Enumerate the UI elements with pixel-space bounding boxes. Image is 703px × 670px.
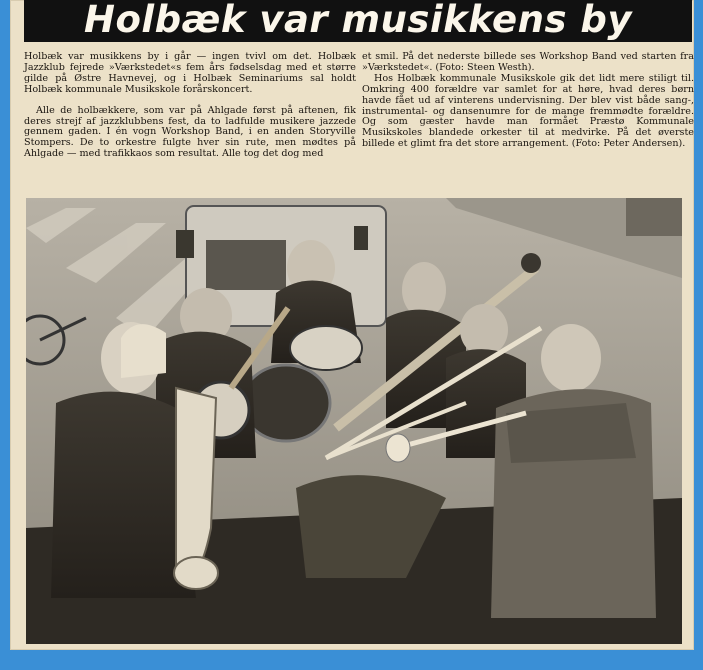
parked-car — [626, 198, 682, 236]
right-paragraph-1: et smil. På det nederste billede ses Workshop Band ved starten fra »Værkstedet«. (Foto: Steen Westh). — [362, 51, 694, 73]
left-column — [24, 52, 356, 160]
right-paragraph-2: Hos Holbæk kommunale Musikskole gik det lidt mere stiligt til. Omkring 400 forældre var samlet for at høre, hvad deres børn havde fået ud af vinterens undervisning. Der blev vist både sang-, instrumental- og dansenumre for de mange fremmødte forældre. Og som gæster havde man formået Præstø Kommunale Musikskoles blandede orkester til at medvirke. På det øverste billede et glimt fra det store arrangement. (Foto: Peter Andersen). — [362, 72, 694, 150]
headline-bar — [24, 0, 692, 42]
right-column — [362, 52, 694, 150]
band-photo-illustration — [26, 198, 682, 644]
left-paragraph-2: Alle de holbækkere, som var på Ahlgade først på aftenen, fik deres strejf af jazzklubbens fest, da to ladfulde musikere jazzede gennem gaden. I én vogn Workshop Band, i en anden Storyville Stompers. De to orkestre fulgte hver sin rute, men mødtes på Ahlgade — med trafikkaos som resultat. Alle tog det dog med — [24, 104, 356, 160]
headline: Holbæk var musikkens by — [84, 0, 632, 41]
left-paragraph-1: Holbæk var musikkens by i går — ingen tvivl om det. Holbæk Jazzklub fejrede »Værkstedet«s fem års fødselsdag med et større gilde på Østre Havnevej, og i Holbæk Seminariums sal holdt Holbæk kommunale Musikskole forårskoncert. — [24, 51, 356, 95]
band-photo — [26, 198, 682, 644]
article-body — [24, 52, 694, 182]
